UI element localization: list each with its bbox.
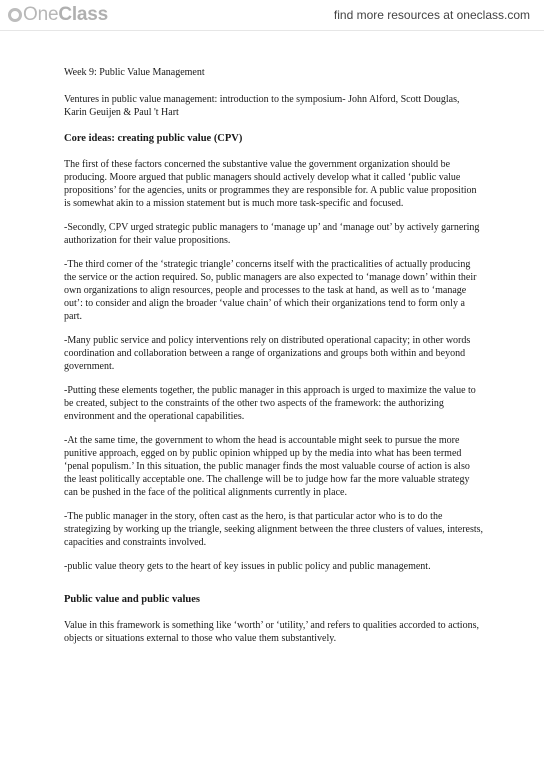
logo-ring-icon bbox=[8, 8, 22, 22]
document-body bbox=[64, 66, 484, 656]
paragraph: The first of these factors concerned the substantive value the government organization should be producing. Moore argued that public managers should actively develop what it called ‘public value propositions’ for the agencies, units or programmes they are responsible for. A public value proposition is somewhat akin to a mission statement but is much more task-specific and focused. bbox=[64, 159, 477, 209]
section-heading-core-ideas: Core ideas: creating public value (CPV) bbox=[64, 133, 243, 144]
paragraph: -public value theory gets to the heart of key issues in public policy and public management. bbox=[64, 561, 431, 572]
paragraph: Value in this framework is something like ‘worth’ or ‘utility,’ and refers to qualities accorded to actions, objects or situations external to those who value them substantively. bbox=[64, 620, 479, 644]
week-title: Week 9: Public Value Management bbox=[64, 67, 205, 78]
paragraph: -At the same time, the government to whom the head is accountable might seek to pursue the more punitive approach, egged on by public opinion whipped up by the media into what has been termed ‘penal populism.’ In this situation, the public manager finds the most valuable course of action is also the least politically acceptable one. The challenge will be to judge how far the more valuable strategy can be pushed in the face of the political alignments currently in place. bbox=[64, 435, 470, 498]
paragraph: -The public manager in the story, often cast as the hero, is that particular actor who is to do the strategizing by working up the triangle, seeking alignment between the three clusters of values, interests, capacities and constraints involved. bbox=[64, 511, 484, 548]
oneclass-logo[interactable] bbox=[8, 4, 108, 26]
logo-text-one: One bbox=[23, 4, 59, 25]
logo-text-class: Class bbox=[58, 4, 109, 25]
paragraph: -Many public service and policy interventions rely on distributed operational capacity; in other words coordination and collaboration between a range of organizations and groups both within and beyond government. bbox=[64, 335, 471, 372]
top-bar bbox=[0, 0, 544, 31]
paragraph: -The third corner of the ‘strategic triangle’ concerns itself with the practicalities of actually producing the service or the action required. So, public managers are also expected to ‘manage down’ within their own organizations to align resources, people and processes to the task at hand, as well as to ‘manage out’: to consider and align the broader ‘value chain’ of which their organizations tend to form only a part. bbox=[64, 259, 477, 322]
paragraph: -Secondly, CPV urged strategic public managers to ‘manage up’ and ‘manage out’ by actively garnering authorization for their value propositions. bbox=[64, 222, 480, 246]
paragraph: -Putting these elements together, the public manager in this approach is urged to maximize the value to be created, subject to the constraints of the other two aspects of the framework: the authorizing environment and the operational capabilities. bbox=[64, 385, 476, 422]
article-citation: Ventures in public value management: introduction to the symposium- John Alford, Scott Douglas, Karin Geuijen & Paul 't Hart bbox=[64, 94, 460, 118]
find-resources-link[interactable]: find more resources at oneclass.com bbox=[333, 8, 530, 22]
section-heading-public-values: Public value and public values bbox=[64, 594, 200, 605]
